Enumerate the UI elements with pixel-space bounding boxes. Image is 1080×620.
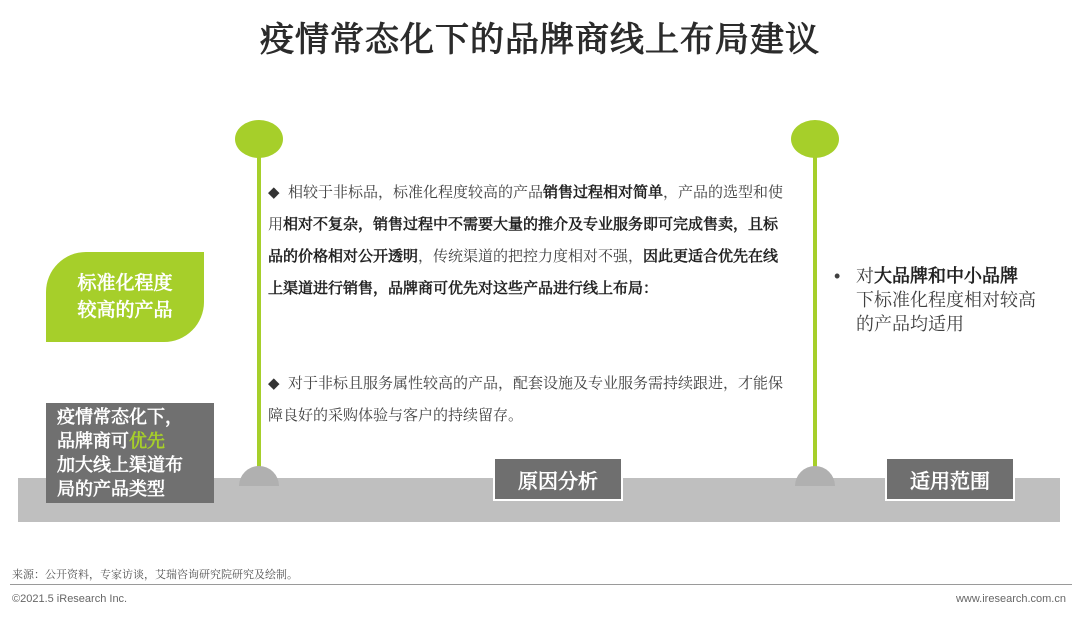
timeline-bump-left xyxy=(239,466,279,486)
product-type-line-1: 标准化程度 xyxy=(77,273,173,294)
recommendation-card xyxy=(46,403,214,503)
scope-bold: 大品牌和中小品牌 xyxy=(874,266,1018,286)
timeline-bulb-left xyxy=(235,120,283,158)
timeline-stem-left xyxy=(257,150,261,468)
bullet-dot-icon: • xyxy=(834,266,841,286)
reason-1-bold-b: 相对不复杂，销售过程中不需要大量的推介及专业服务即可完成售卖，且标品的价格相对公开透明 xyxy=(268,216,779,265)
scope-text-b: 下标准化程度相对较高的产品均适用 xyxy=(856,290,1036,334)
diamond-bullet-icon: ◆ xyxy=(268,375,280,392)
product-type-line-2: 较高的产品 xyxy=(77,300,173,321)
source-note: 来源：公开资料，专家访谈，艾瑞咨询研究院研究及绘制。 xyxy=(12,569,298,581)
recommendation-line-2 xyxy=(57,429,214,453)
timeline-stem-right xyxy=(813,150,817,468)
copyright: ©2021.5 iResearch Inc. xyxy=(12,593,128,605)
applicable-scope-tag: 适用范围 xyxy=(885,457,1015,501)
timeline-bulb-right xyxy=(791,120,839,158)
reason-1-text-c: ，传统渠道的把控力度相对不强， xyxy=(418,248,644,265)
scope-text xyxy=(834,264,1049,336)
product-type-card xyxy=(46,252,204,342)
reason-1-bold-a: 销售过程相对简单 xyxy=(543,184,664,201)
reason-paragraph-2 xyxy=(268,368,788,432)
reason-1-text-a: 相较于非标品，标准化程度较高的产品 xyxy=(288,184,544,201)
website-link[interactable]: www.iresearch.com.cn xyxy=(955,593,1066,605)
recommendation-line-1: 疫情常态化下， xyxy=(57,407,183,427)
recommendation-line-2-prefix: 品牌商可 xyxy=(57,431,129,451)
footer-divider xyxy=(10,584,1072,585)
recommendation-line-3: 加大线上渠道布 xyxy=(57,455,183,475)
reason-paragraph-1 xyxy=(268,177,788,305)
reason-1-bold-c: 因此更适合优先在线上渠道进行销售，品牌商可优先对这些产品进行线上布局： xyxy=(268,248,779,297)
recommendation-highlight: 优先 xyxy=(129,431,165,451)
scope-text-a: 对 xyxy=(856,266,874,286)
timeline-bump-right xyxy=(795,466,835,486)
reason-2-text: 对于非标且服务属性较高的产品，配套设施及专业服务需持续跟进，才能保障良好的采购体验与客户的持续留存。 xyxy=(268,375,784,424)
reason-analysis-tag: 原因分析 xyxy=(493,457,623,501)
recommendation-line-4: 局的产品类型 xyxy=(57,479,165,499)
page-title: 疫情常态化下的品牌商线上布局建议 xyxy=(260,21,820,59)
diamond-bullet-icon: ◆ xyxy=(268,184,280,201)
reason-1-text-b: ，产品的选型和使用 xyxy=(268,184,784,233)
